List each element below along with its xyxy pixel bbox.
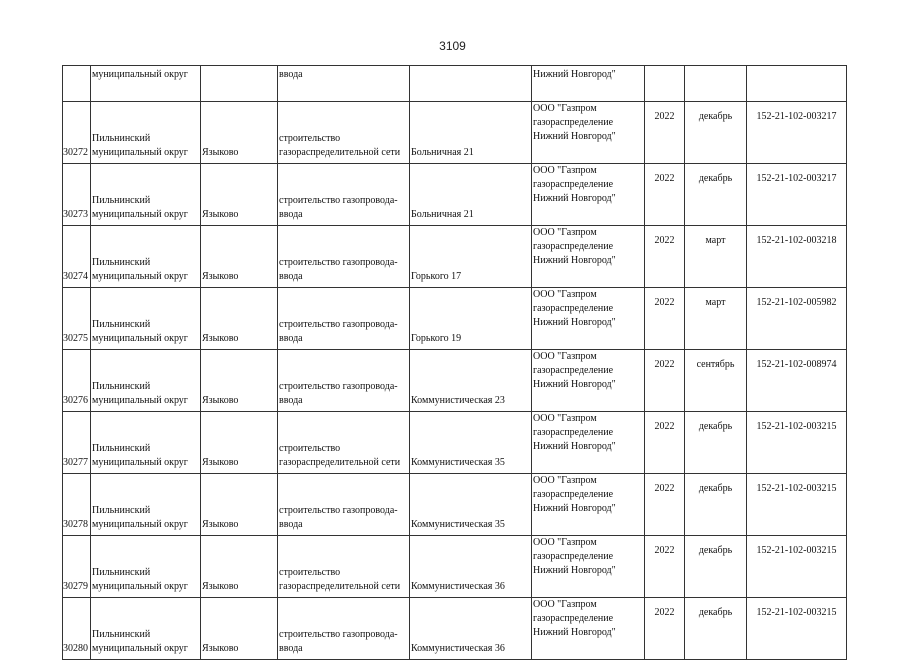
cell-work-type: строительство газопровода- ввода — [278, 226, 410, 288]
continuation-row — [63, 66, 847, 102]
cell-year: 2022 — [645, 226, 685, 288]
cell-month: декабрь — [685, 102, 747, 164]
cell-settlement: Языково — [201, 102, 278, 164]
cell-code: 152-21-102-003218 — [747, 226, 847, 288]
cell-organization: Нижний Новгород" — [532, 66, 645, 102]
cell-number: 30277 — [63, 412, 91, 474]
page-number: 3109 — [439, 39, 466, 53]
cell-month — [685, 66, 747, 102]
cell-district: Пильнинский муниципальный округ — [91, 536, 201, 598]
cell-year: 2022 — [645, 350, 685, 412]
cell-year: 2022 — [645, 598, 685, 660]
cell-year: 2022 — [645, 536, 685, 598]
cell-district: Пильнинский муниципальный округ — [91, 598, 201, 660]
cell-month: март — [685, 288, 747, 350]
cell-district: Пильнинский муниципальный округ — [91, 288, 201, 350]
cell-year: 2022 — [645, 412, 685, 474]
cell-number: 30272 — [63, 102, 91, 164]
cell-settlement — [201, 66, 278, 102]
cell-year — [645, 66, 685, 102]
cell-settlement: Языково — [201, 412, 278, 474]
table-row — [63, 226, 847, 288]
cell-month: декабрь — [685, 598, 747, 660]
cell-code: 152-21-102-003217 — [747, 164, 847, 226]
cell-address: Больничная 21 — [410, 164, 532, 226]
cell-district: Пильнинский муниципальный округ — [91, 102, 201, 164]
cell-code: 152-21-102-003217 — [747, 102, 847, 164]
cell-organization: ООО "Газпром газораспределение Нижний Новгород" — [532, 288, 645, 350]
cell-settlement: Языково — [201, 536, 278, 598]
cell-settlement: Языково — [201, 164, 278, 226]
cell-work-type: ввода — [278, 66, 410, 102]
cell-month: декабрь — [685, 536, 747, 598]
cell-code: 152-21-102-003215 — [747, 598, 847, 660]
cell-district: муниципальный округ — [91, 66, 201, 102]
cell-number: 30276 — [63, 350, 91, 412]
cell-work-type: строительство газораспределительной сети — [278, 102, 410, 164]
cell-address: Коммунистическая 36 — [410, 536, 532, 598]
cell-work-type: строительство газопровода- ввода — [278, 164, 410, 226]
table-row — [63, 412, 847, 474]
cell-year: 2022 — [645, 474, 685, 536]
cell-number: 30279 — [63, 536, 91, 598]
table-body — [63, 66, 847, 660]
cell-district: Пильнинский муниципальный округ — [91, 474, 201, 536]
cell-number: 30280 — [63, 598, 91, 660]
cell-code: 152-21-102-003215 — [747, 412, 847, 474]
cell-month: декабрь — [685, 412, 747, 474]
cell-work-type: строительство газопровода- ввода — [278, 288, 410, 350]
cell-number: 30273 — [63, 164, 91, 226]
cell-code: 152-21-102-005982 — [747, 288, 847, 350]
cell-code: 152-21-102-003215 — [747, 536, 847, 598]
cell-address: Горького 19 — [410, 288, 532, 350]
cell-organization: ООО "Газпром газораспределение Нижний Новгород" — [532, 412, 645, 474]
cell-organization: ООО "Газпром газораспределение Нижний Новгород" — [532, 536, 645, 598]
cell-code: 152-21-102-003215 — [747, 474, 847, 536]
cell-year: 2022 — [645, 102, 685, 164]
cell-number: 30278 — [63, 474, 91, 536]
cell-organization: ООО "Газпром газораспределение Нижний Новгород" — [532, 474, 645, 536]
cell-organization: ООО "Газпром газораспределение Нижний Новгород" — [532, 102, 645, 164]
cell-address: Коммунистическая 23 — [410, 350, 532, 412]
cell-address: Больничная 21 — [410, 102, 532, 164]
cell-number — [63, 66, 91, 102]
table-row — [63, 164, 847, 226]
cell-month: декабрь — [685, 474, 747, 536]
cell-organization: ООО "Газпром газораспределение Нижний Новгород" — [532, 350, 645, 412]
cell-address: Коммунистическая 36 — [410, 598, 532, 660]
cell-year: 2022 — [645, 164, 685, 226]
cell-address — [410, 66, 532, 102]
cell-month: декабрь — [685, 164, 747, 226]
cell-district: Пильнинский муниципальный округ — [91, 226, 201, 288]
cell-work-type: строительство газопровода- ввода — [278, 350, 410, 412]
cell-district: Пильнинский муниципальный округ — [91, 412, 201, 474]
cell-number: 30275 — [63, 288, 91, 350]
cell-organization: ООО "Газпром газораспределение Нижний Новгород" — [532, 226, 645, 288]
cell-district: Пильнинский муниципальный округ — [91, 164, 201, 226]
cell-settlement: Языково — [201, 288, 278, 350]
table-row — [63, 598, 847, 660]
table-row — [63, 288, 847, 350]
cell-organization: ООО "Газпром газораспределение Нижний Новгород" — [532, 598, 645, 660]
cell-settlement: Языково — [201, 598, 278, 660]
cell-settlement: Языково — [201, 350, 278, 412]
cell-code — [747, 66, 847, 102]
cell-settlement: Языково — [201, 226, 278, 288]
cell-work-type: строительство газопровода- ввода — [278, 474, 410, 536]
cell-code: 152-21-102-008974 — [747, 350, 847, 412]
table-row — [63, 536, 847, 598]
cell-work-type: строительство газопровода- ввода — [278, 598, 410, 660]
cell-settlement: Языково — [201, 474, 278, 536]
cell-number: 30274 — [63, 226, 91, 288]
cell-organization: ООО "Газпром газораспределение Нижний Новгород" — [532, 164, 645, 226]
cell-month: март — [685, 226, 747, 288]
cell-month: сентябрь — [685, 350, 747, 412]
cell-district: Пильнинский муниципальный округ — [91, 350, 201, 412]
cell-work-type: строительство газораспределительной сети — [278, 536, 410, 598]
cell-year: 2022 — [645, 288, 685, 350]
cell-address: Коммунистическая 35 — [410, 474, 532, 536]
cell-address: Горького 17 — [410, 226, 532, 288]
gasification-table — [62, 65, 847, 660]
cell-address: Коммунистическая 35 — [410, 412, 532, 474]
table-row — [63, 350, 847, 412]
cell-work-type: строительство газораспределительной сети — [278, 412, 410, 474]
table-row — [63, 102, 847, 164]
table-row — [63, 474, 847, 536]
